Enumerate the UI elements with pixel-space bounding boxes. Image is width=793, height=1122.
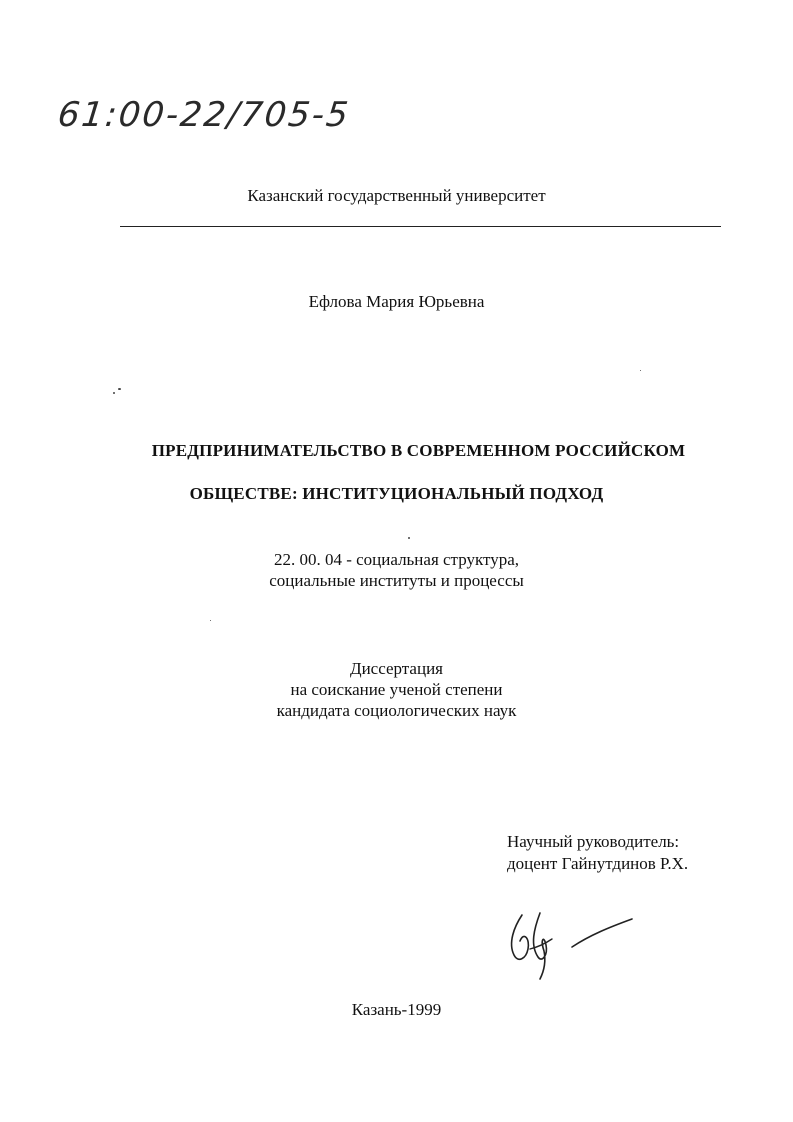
- scan-speck: [640, 370, 641, 371]
- supervisor-block: [507, 831, 688, 875]
- supervisor-label: Научный руководитель:: [507, 832, 680, 851]
- supervisor-name: доцент Гайнутдинов Р.Х.: [507, 854, 689, 873]
- scan-speck: [118, 388, 121, 390]
- city-year: Казань-1999: [351, 1000, 442, 1019]
- specialty-line-1: 22. 00. 04 - социальная структура,: [273, 550, 520, 569]
- dissertation-line-3: кандидата социологических наук: [276, 701, 517, 720]
- dissertation-line-1: Диссертация: [349, 659, 443, 678]
- author-name: Ефлова Мария Юрьевна: [308, 292, 485, 311]
- title-line-1: ПРЕДПРИНИМАТЕЛЬСТВО В СОВРЕМЕННОМ РОССИЙСКОМ: [151, 441, 686, 460]
- scan-speck: [210, 620, 211, 621]
- dissertation-line-2: на соискание ученой степени: [290, 680, 503, 699]
- handwritten-signature: [500, 905, 640, 985]
- horizontal-rule: [120, 226, 721, 227]
- scan-speck: [113, 392, 115, 394]
- university-name: Казанский государственный университет: [247, 186, 546, 205]
- scan-speck: [408, 537, 410, 539]
- handwritten-shelfmark: 61:00-22/705-5: [55, 95, 352, 135]
- specialty-line-2: социальные институты и процессы: [269, 571, 524, 590]
- title-line-2: ОБЩЕСТВЕ: ИНСТИТУЦИОНАЛЬНЫЙ ПОДХОД: [189, 484, 604, 503]
